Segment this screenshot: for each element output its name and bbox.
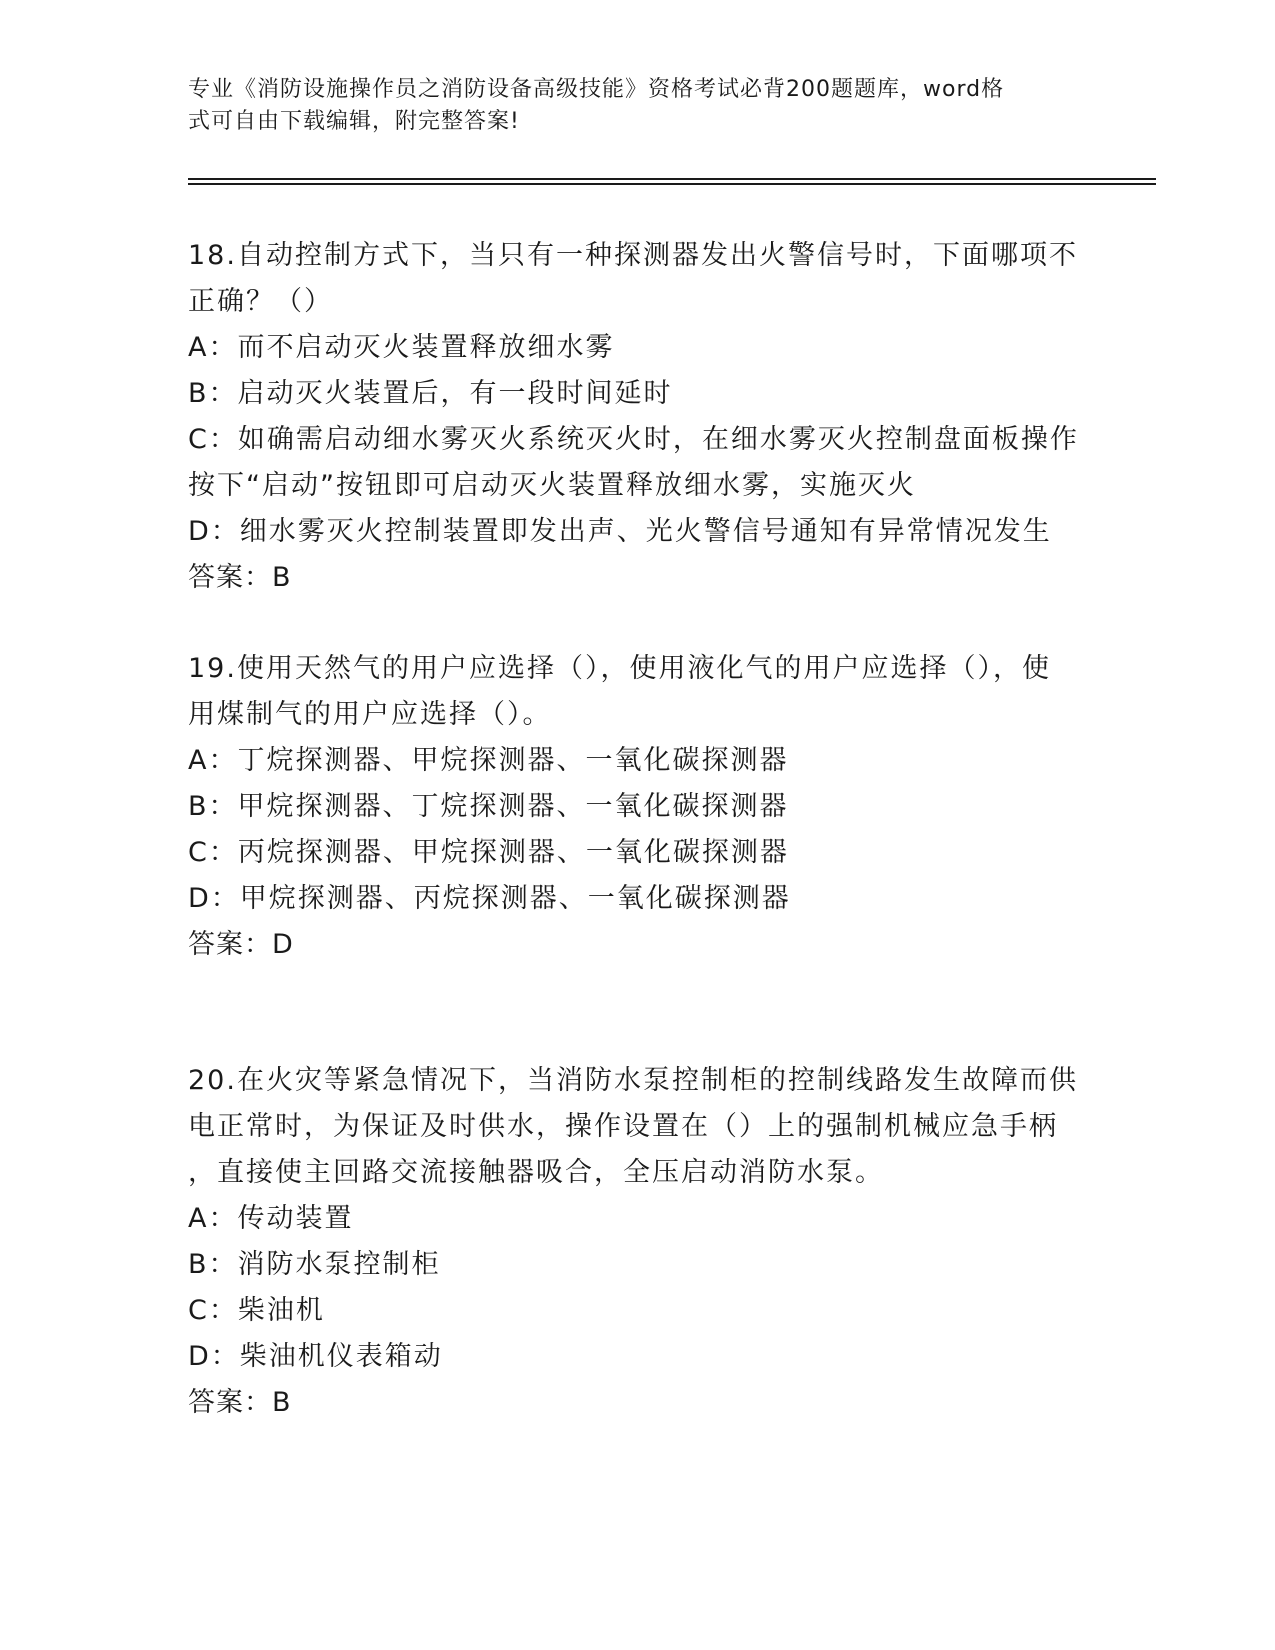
option-d: D：细水雾灭火控制装置即发出声、光火警信号通知有异常情况发生 [188,516,1052,547]
question-stem-line: 18.自动控制方式下，当只有一种探测器发出火警信号时，下面哪项不 [188,240,1078,271]
document-header [188,74,1068,138]
option-b: B：甲烷探测器、丁烷探测器、一氧化碳探测器 [188,791,789,822]
option-c: C：丙烷探测器、甲烷探测器、一氧化碳探测器 [188,837,789,868]
question-stem-line: 正确？（） [188,286,333,317]
option-a: A：传动装置 [188,1203,354,1234]
answer-label: 答案：D [188,929,294,960]
header-rule-top [188,178,1156,180]
option-c: C：柴油机 [188,1295,325,1326]
header-rule-bottom [188,183,1156,185]
option-d: D：柴油机仪表箱动 [188,1341,443,1372]
option-c-continued: 按下“启动”按钮即可启动灭火装置释放细水雾，实施灭火 [188,470,916,501]
question-stem-line: 电正常时，为保证及时供水，操作设置在（）上的强制机械应急手柄 [188,1111,1058,1142]
question-stem-line: 20.在火灾等紧急情况下，当消防水泵控制柜的控制线路发生故障而供 [188,1065,1078,1096]
question-19 [188,646,1088,968]
option-a: A：丁烷探测器、甲烷探测器、一氧化碳探测器 [188,745,789,776]
question-stem-line: 19.使用天然气的用户应选择（），使用液化气的用户应选择（），使 [188,653,1051,684]
question-18 [188,233,1088,601]
header-line-2: 式可自由下载编辑，附完整答案! [188,109,520,134]
question-stem-line: 用煤制气的用户应选择（）。 [188,699,552,730]
header-line-1: 专业《消防设施操作员之消防设备高级技能》资格考试必背200题题库，word格 [188,77,1005,102]
question-stem-line: ，直接使主回路交流接触器吸合，全压启动消防水泵。 [188,1157,884,1188]
answer-label: 答案：B [188,1387,292,1418]
question-20 [188,1058,1088,1426]
option-c: C：如确需启动细水雾灭火系统灭火时，在细水雾灭火控制盘面板操作 [188,424,1079,455]
option-b: B：启动灭火装置后，有一段时间延时 [188,378,673,409]
option-b: B：消防水泵控制柜 [188,1249,441,1280]
answer-label: 答案：B [188,562,292,593]
option-d: D：甲烷探测器、丙烷探测器、一氧化碳探测器 [188,883,791,914]
option-a: A：而不启动灭火装置释放细水雾 [188,332,615,363]
